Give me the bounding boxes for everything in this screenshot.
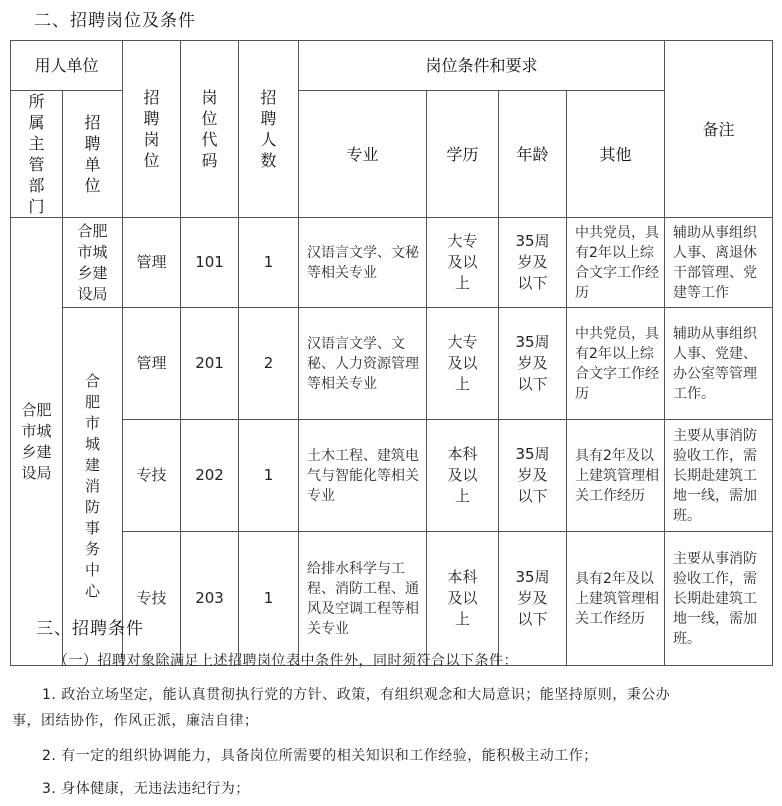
remarks-cell: 辅助从事组织人事、离退休干部管理、党建等工作: [665, 218, 773, 308]
education-cell: 大专及以上: [427, 218, 499, 308]
section2-title: 二、招聘岗位及条件: [34, 11, 196, 31]
recruitment-table: [10, 40, 773, 666]
condition-item-1-cont: 事，团结协作，作风正派，廉洁自律；: [12, 713, 259, 729]
other-cell: 中共党员，具有2年以上综合文字工作经历: [567, 218, 665, 308]
position-cell: 管理: [123, 308, 181, 420]
header-dept: 所属主管部门: [11, 91, 63, 218]
unit-cell: 合肥市城乡建设局: [63, 218, 123, 308]
condition-item-2: 2. 有一定的组织协调能力，具备岗位所需要的相关知识和工作经验，能积极主动工作；: [42, 748, 598, 764]
other-cell: 中共党员，具有2年以上综合文字工作经历: [567, 308, 665, 420]
major-cell: 汉语言文学、文秘等相关专业: [299, 218, 427, 308]
table-row: [11, 532, 773, 666]
major-cell: 给排水科学与工程、消防工程、通风及空调工程等相关专业: [299, 532, 427, 666]
condition-item-1: 1. 政治立场坚定，能认真贯彻执行党的方针、政策，有组织观念和大局意识；能坚持原则，秉公办: [42, 687, 671, 703]
position-cell: 专技: [123, 532, 181, 666]
count-cell: 1: [239, 532, 299, 666]
other-cell: 具有2年及以上建筑管理相关工作经历: [567, 420, 665, 532]
header-other: 其他: [567, 91, 665, 218]
table-row: [11, 308, 773, 420]
header-position: 招聘岗位: [123, 41, 181, 218]
count-cell: 1: [239, 218, 299, 308]
age-cell: 35周岁及以下: [499, 532, 567, 666]
major-cell: 土木工程、建筑电气与智能化等相关专业: [299, 420, 427, 532]
remarks-cell: 辅助从事组织人事、党建、办公室等管理工作。: [665, 308, 773, 420]
code-cell: 201: [181, 308, 239, 420]
header-employer: 用人单位: [11, 41, 123, 91]
conditions-intro: （一）招聘对象除满足上述招聘岗位表中条件外，同时须符合以下条件：: [54, 653, 518, 669]
unit-cell: 合肥市城建消防事务中心: [63, 308, 123, 666]
count-cell: 1: [239, 420, 299, 532]
header-conditions: 岗位条件和要求: [299, 41, 665, 91]
header-unit: 招聘单位: [63, 91, 123, 218]
code-cell: 202: [181, 420, 239, 532]
code-cell: 203: [181, 532, 239, 666]
position-cell: 管理: [123, 218, 181, 308]
education-cell: 本科及以上: [427, 420, 499, 532]
table-row: [11, 420, 773, 532]
code-cell: 101: [181, 218, 239, 308]
header-count: 招聘人数: [239, 41, 299, 218]
age-cell: 35周岁及以下: [499, 420, 567, 532]
other-cell: 具有2年及以上建筑管理相关工作经历: [567, 532, 665, 666]
dept-cell: 合肥市城乡建设局: [11, 218, 63, 666]
age-cell: 35周岁及以下: [499, 218, 567, 308]
table-row: [11, 218, 773, 308]
count-cell: 2: [239, 308, 299, 420]
position-cell: 专技: [123, 420, 181, 532]
header-education: 学历: [427, 91, 499, 218]
header-age: 年龄: [499, 91, 567, 218]
age-cell: 35周岁及以下: [499, 308, 567, 420]
education-cell: 本科及以上: [427, 532, 499, 666]
header-remarks: 备注: [665, 41, 773, 218]
education-cell: 大专及以上: [427, 308, 499, 420]
header-code: 岗位代码: [181, 41, 239, 218]
header-major: 专业: [299, 91, 427, 218]
section3-title: 三、招聘条件: [36, 619, 144, 639]
remarks-cell: 主要从事消防验收工作，需长期赴建筑工地一线，需加班。: [665, 420, 773, 532]
condition-item-3: 3. 身体健康，无违法违纪行为；: [42, 781, 250, 797]
major-cell: 汉语言文学、文秘、人力资源管理等相关专业: [299, 308, 427, 420]
remarks-cell: 主要从事消防验收工作，需长期赴建筑工地一线，需加班。: [665, 532, 773, 666]
